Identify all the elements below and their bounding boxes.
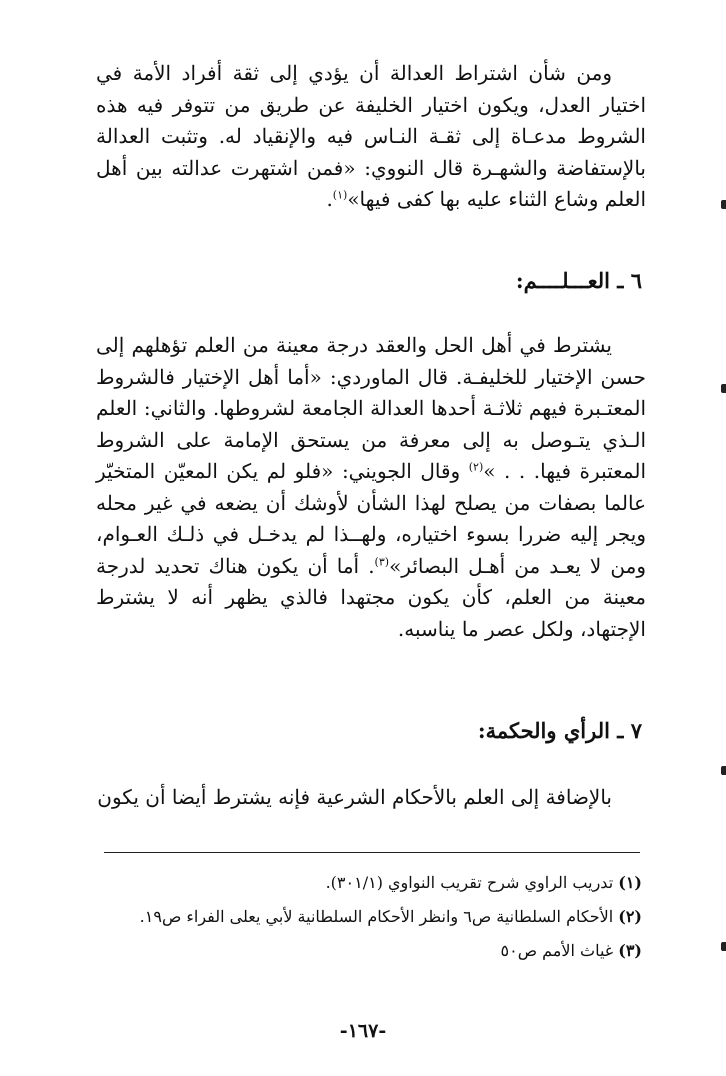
justice-paragraph-end: . [326, 187, 333, 211]
wisdom-paragraph-block [96, 782, 646, 814]
footnote-1 [100, 866, 642, 900]
footnote-number: (١) [618, 873, 642, 892]
justice-paragraph-text: ومن شأن اشتراط العدالة أن يؤدي إلى ثقة أفراد الأمة في اختيار العدل، ويكون اختيار الخليفة عن طريق من تتوفر فيه هذه الشروط مدعـاة إلى ثقـة النـاس فيه والإنقياد له. وتثبت العدالة بالإستفاضة والشهـرة قال النووي: «فمن اشتهرت عدالته بين أهل العلم وشاع الثناء عليه بها كفى فيها» [96, 61, 646, 211]
justice-paragraph [96, 58, 646, 216]
scan-edge-mark [721, 766, 726, 775]
footnote-number: (٣) [618, 941, 642, 960]
heading-wisdom: ٧ ـ الرأي والحكمة: [477, 718, 642, 743]
scan-edge-mark [721, 384, 726, 393]
footnote-text: غياث الأمم ص٥٠ [500, 941, 614, 960]
scan-edge-mark [721, 200, 726, 209]
footnote-3 [100, 934, 642, 968]
knowledge-paragraph-block [96, 330, 646, 645]
page-number: -١٦٧- [339, 1020, 387, 1042]
scan-edge-mark [721, 942, 726, 951]
knowledge-paragraph [96, 330, 646, 645]
footnote-number: (٢) [618, 907, 642, 926]
footnote-text: تدريب الراوي شرح تقريب النواوي (٣٠١/١). [325, 873, 614, 892]
heading-knowledge: ٦ ـ العـــلــــم: [515, 268, 642, 293]
footnote-text: الأحكام السلطانية ص٦ وانظر الأحكام السلطانية لأبي يعلى الفراء ص١٩. [139, 907, 614, 926]
footnote-ref-3: (٣) [374, 554, 390, 568]
wisdom-paragraph: بالإضافة إلى العلم بالأحكام الشرعية فإنه يشترط أيضا أن يكون [97, 785, 612, 809]
knowledge-paragraph-text-2: وقال الجويني: «فلو لم يكن المعيّن المتخيّر عالما بصفات من يصلح لهذا الشأن لأوشك أن يضعه في غير محله ويجر إليه ضررا بسوء اختياره، ولهــذا لم يدخـل في ذلـك العـوام، ومن لا يعـد من أهـل البصائر» [96, 459, 646, 578]
knowledge-paragraph-text-1: يشترط في أهل الحل والعقد درجة معينة من العلم تؤهلهم إلى حسن الإختيار للخليفـة. قال الماوردي: «أما أهل الإختيار فالشروط المعتـبرة فيهم ثلاثـة أحدها العدالة الجامعة لشروطها. والثاني: العلم الـذي يتـوصل به إلى معرفة من يستحق الإمامة على الشروط المعتبرة فيها. . . » [96, 333, 647, 483]
justice-paragraph-block [96, 58, 646, 216]
footnote-divider [104, 852, 640, 853]
knowledge-paragraph-text-3: . أما أن يكون هناك تحديد لدرجة معينة من العلم، كأن يكون مجتهدا فالذي يظهر أنه لا يشترط الإجتهاد، ولكل عصر ما يناسبه. [96, 553, 646, 641]
footnote-2 [100, 900, 642, 934]
footnote-ref-2: (٢) [468, 460, 484, 474]
footnotes [100, 866, 642, 968]
footnote-ref-1: (١) [332, 188, 348, 202]
